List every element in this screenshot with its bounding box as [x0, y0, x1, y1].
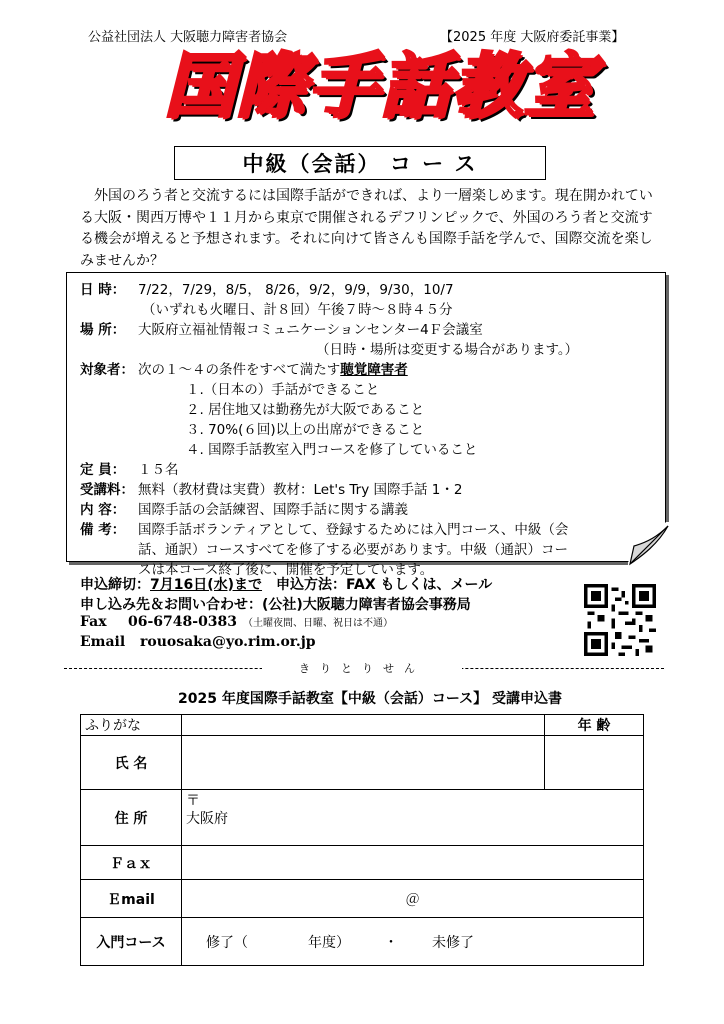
notes-line: 話、通訳）コースすべてを修了する必要があります。中級（通訳）コー [138, 542, 568, 558]
target-label: 対象者： [80, 362, 134, 378]
page-curl-icon [628, 522, 672, 566]
fee-row [80, 480, 462, 500]
qr-code-icon[interactable] [584, 584, 656, 656]
furigana-row [81, 715, 644, 736]
completed-option[interactable]: 修了（ [206, 934, 248, 951]
email-field[interactable] [182, 880, 644, 918]
intro-course-label: 入門コース [81, 918, 182, 966]
target-emphasis: 聴覚障害者 [340, 362, 408, 378]
age-label: 年 齢 [545, 715, 644, 736]
date-row [80, 280, 454, 300]
intro-course-field[interactable] [182, 918, 644, 966]
email-value[interactable]: rouosaka@yo.rim.or.jp [140, 634, 316, 650]
place-row [80, 320, 483, 340]
application-form [80, 714, 644, 966]
target-value: 次の１～４の条件をすべて満たす [138, 362, 341, 378]
fee-label: 受講料： [80, 482, 134, 498]
email-row [80, 634, 316, 650]
condition-item: １.（日本の）手話ができること [186, 382, 380, 398]
name-label: 氏 名 [81, 736, 182, 790]
email-form-label: Ｅmail [81, 880, 182, 918]
content-value: 国際手話の会話練習、国際手話に関する講義 [138, 502, 408, 518]
course-box [174, 146, 546, 180]
fax-row [80, 614, 393, 630]
notes-label: 備 考： [80, 522, 126, 538]
separator-dot: ・ [384, 934, 398, 951]
deadline-value: 7月16日(水)まで [150, 577, 263, 593]
intro-paragraph: 外国のろう者と交流するには国際手話ができれば、より一層楽しめます。現在開かれている大阪・関西万博や１１月から東京で開催されるデフリンピックで、外国のろう者と交流する機会が増えると予想されます。それに向けて皆さんも国際手話を学んで、国際交流を楽しみませんか？ [80, 188, 653, 269]
fax-value: 06-6748-0383 [128, 614, 238, 630]
condition-item: ３. 70%(６回)以上の出席ができること [186, 422, 425, 438]
apply-method: 申込方法：FAX もしくは、メール [276, 577, 493, 593]
capacity-label: 定 員： [80, 462, 126, 478]
email-label: Email [80, 634, 126, 650]
name-row [81, 736, 644, 790]
fax-field[interactable] [182, 846, 644, 880]
name-field[interactable] [182, 736, 545, 790]
prefecture-text: 大阪府 [186, 811, 228, 827]
course-title: 中級（会話） コ ー ス [242, 152, 478, 176]
organization-name: 公益社団法人 大阪聴力障害者協会 [88, 30, 288, 45]
place-value: 大阪府立福祉情報コミュニケーションセンター4Ｆ会議室 [138, 322, 483, 338]
notes-line-3: スは本コース終了後に、開催を予定しています。 [138, 562, 434, 578]
condition-item: ２. 居住地又は勤務先が大阪であること [186, 402, 425, 418]
capacity-value: １５名 [138, 462, 179, 478]
not-completed-option[interactable]: 未修了 [432, 934, 474, 951]
date-label: 日 時： [80, 282, 126, 298]
intro-course-row [81, 918, 644, 966]
condition-item: ４. 国際手話教室入門コースを修了していること [186, 442, 478, 458]
content-label: 内 容： [80, 502, 126, 518]
address-row [81, 790, 644, 846]
place-label: 場 所： [80, 322, 126, 338]
fax-form-row [81, 846, 644, 880]
age-field[interactable] [545, 736, 644, 790]
notes-line: 国際手話ボランティアとして、登録するためには入門コース、中級（会 [138, 522, 569, 538]
furigana-field[interactable] [182, 715, 545, 736]
fax-form-label: Ｆａｘ [81, 846, 182, 880]
cut-line-label: きりとりせん [262, 660, 462, 676]
date-value: 7/22，7/29，8/5， 8/26，9/2，9/9，9/30，10/7 [138, 282, 454, 298]
fee-value: 無料（教材費は実費）教材：Let's Try 国際手話 1・2 [138, 482, 463, 498]
notes-row [80, 520, 568, 540]
fax-note: （土曜夜間、日曜、祝日は不通） [243, 618, 394, 629]
year-text: 年度） [308, 934, 350, 951]
page-title: 国際手話教室 [164, 45, 596, 127]
place-note: （日時・場所は変更する場合があります。） [316, 342, 579, 358]
at-mark: ＠ [405, 891, 420, 908]
content-row [80, 500, 408, 520]
furigana-label: ふりがな [81, 715, 182, 736]
address-label: 住 所 [81, 790, 182, 846]
capacity-row [80, 460, 179, 480]
date-note: （いずれも火曜日、計８回）午後７時～８時４５分 [142, 302, 453, 318]
postal-mark: 〒 [186, 793, 200, 809]
email-form-row [81, 880, 644, 918]
project-label: 【2025 年度 大阪府委託事業】 [440, 30, 625, 45]
target-row [80, 360, 408, 380]
form-title: 2025 年度国際手話教室【中級（会話）コース】 受講申込書 [177, 691, 562, 707]
deadline-label: 申込締切： [80, 577, 150, 593]
contact-row: 申し込み先＆お問い合わせ：(公社)大阪聴力障害者協会事務局 [80, 597, 471, 613]
address-field[interactable] [182, 790, 644, 846]
fax-label: Fax [80, 614, 107, 630]
